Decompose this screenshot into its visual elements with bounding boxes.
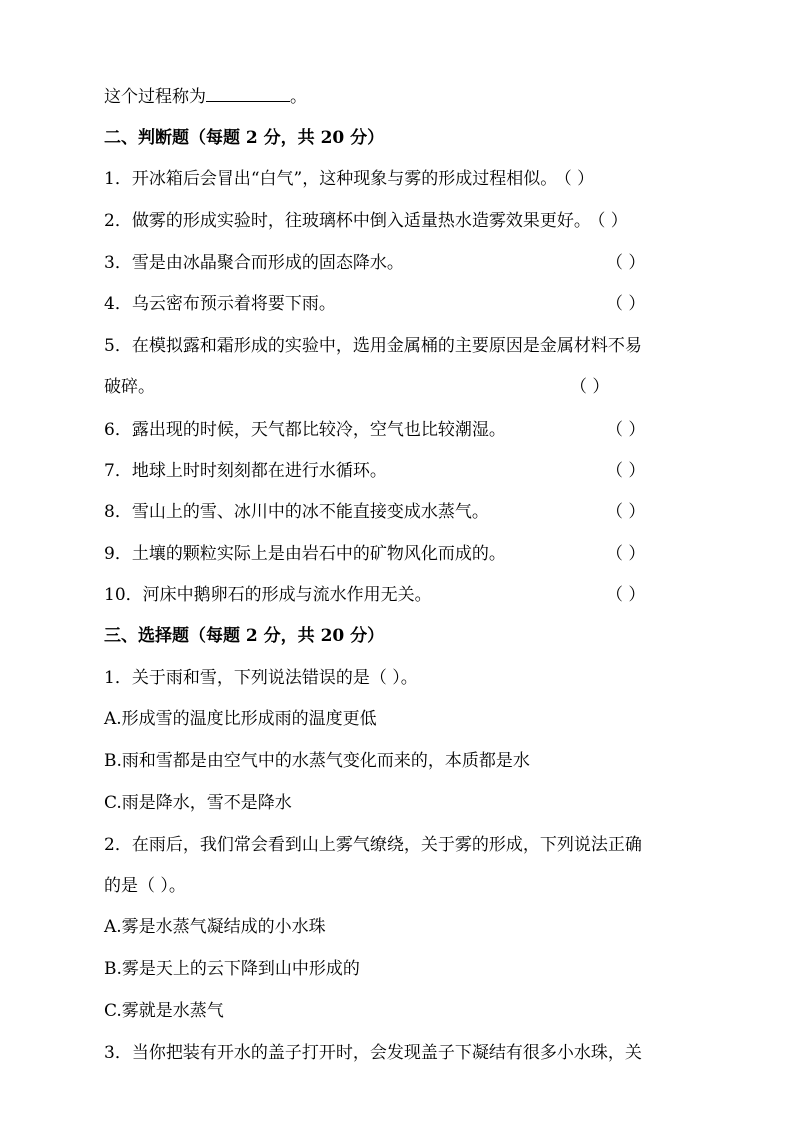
judgement-text: 4．乌云密布预示着将要下雨。 xyxy=(104,294,336,314)
judgement-text: 5．在模拟露和霜形成的实验中，选用金属桶的主要原因是金属材料不易 xyxy=(104,336,642,356)
judgement-item xyxy=(104,252,404,274)
judgement-item xyxy=(104,168,594,190)
fill-blank-line xyxy=(104,86,307,108)
answer-paren[interactable]: （ ） xyxy=(606,294,646,314)
judgement-text: 3．雪是由冰晶聚合而形成的固态降水。 xyxy=(104,253,404,273)
judgement-item xyxy=(104,501,489,523)
judgement-text: 6．露出现的时候，天气都比较冷，空气也比较潮湿。 xyxy=(104,420,506,440)
answer-paren[interactable]: （ ） xyxy=(606,461,646,481)
choice-option[interactable]: C.雾就是水蒸气 xyxy=(104,1001,224,1021)
judgement-item xyxy=(104,584,432,606)
judgement-item xyxy=(104,543,506,565)
fill-blank-end: 。 xyxy=(290,87,307,107)
answer-blank[interactable] xyxy=(206,86,290,102)
choice-option[interactable]: B.雾是天上的云下降到山中形成的 xyxy=(104,959,360,979)
choice-option[interactable]: C.雨是降水，雪不是降水 xyxy=(104,793,292,813)
choice-question-stem-continuation: 的是（ ）。 xyxy=(104,876,186,896)
choice-option[interactable]: A.形成雪的温度比形成雨的温度更低 xyxy=(104,709,377,729)
judgement-text: 9．土壤的颗粒实际上是由岩石中的矿物风化而成的。 xyxy=(104,544,506,564)
judgement-item xyxy=(104,210,628,232)
judgement-item xyxy=(104,419,506,441)
choice-question-stem: 3．当你把装有开水的盖子打开时，会发现盖子下凝结有很多小水珠，关 xyxy=(104,1043,642,1063)
section-heading-judgement: 二、判断题（每题 2 分，共 20 分） xyxy=(104,128,385,148)
choice-option[interactable]: B.雨和雪都是由空气中的水蒸气变化而来的，本质都是水 xyxy=(104,751,530,771)
judgement-item xyxy=(104,335,642,357)
judgement-text: 10．河床中鹅卵石的形成与流水作用无关。 xyxy=(104,585,432,605)
answer-paren[interactable]: （ ） xyxy=(606,544,646,564)
judgement-text: 破碎。 xyxy=(104,377,155,397)
judgement-text: 2．做雾的形成实验时，往玻璃杯中倒入适量热水造雾效果更好。 xyxy=(104,211,591,231)
answer-paren[interactable]: （ ） xyxy=(606,585,646,605)
choice-question-stem: 1．关于雨和雪，下列说法错误的是（ ）。 xyxy=(104,668,418,688)
answer-paren[interactable]: （ ） xyxy=(606,502,646,522)
judgement-text: 8．雪山上的雪、冰川中的冰不能直接变成水蒸气。 xyxy=(104,502,489,522)
fill-blank-text: 这个过程称为 xyxy=(104,87,206,107)
judgement-item-continuation xyxy=(104,376,155,398)
answer-paren[interactable]: （ ） xyxy=(596,211,628,231)
judgement-item xyxy=(104,293,336,315)
judgement-item xyxy=(104,460,387,482)
answer-paren[interactable]: （ ） xyxy=(570,377,610,397)
section-heading-choice: 三、选择题（每题 2 分，共 20 分） xyxy=(104,626,385,646)
judgement-text: 1．开冰箱后会冒出“白气”，这种现象与雾的形成过程相似。 xyxy=(104,169,558,189)
answer-paren[interactable]: （ ） xyxy=(606,420,646,440)
answer-paren[interactable]: （ ） xyxy=(606,253,646,273)
answer-paren[interactable]: （ ） xyxy=(563,169,595,189)
choice-option[interactable]: A.雾是水蒸气凝结成的小水珠 xyxy=(104,917,326,937)
judgement-text: 7．地球上时时刻刻都在进行水循环。 xyxy=(104,461,387,481)
choice-question-stem: 2．在雨后，我们常会看到山上雾气缭绕，关于雾的形成，下列说法正确 xyxy=(104,835,642,855)
